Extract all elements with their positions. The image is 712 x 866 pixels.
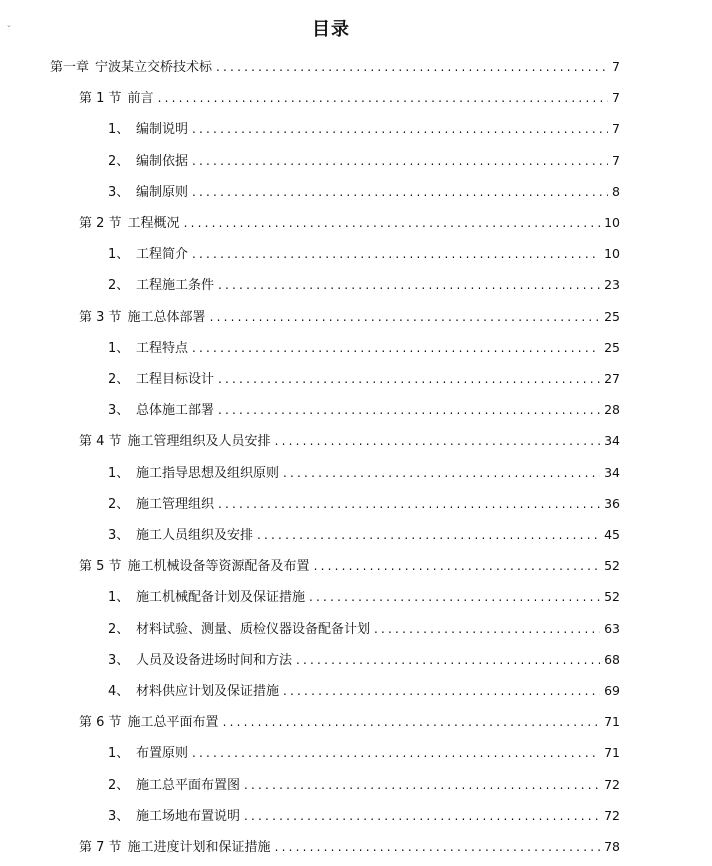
toc-dot-leader bbox=[309, 584, 600, 610]
toc-entry-number: 2、 bbox=[108, 621, 130, 637]
toc-entry-number: 第 2 节 bbox=[79, 216, 122, 231]
toc-entry-number: 1、 bbox=[108, 122, 130, 138]
toc-dot-leader bbox=[244, 772, 600, 798]
toc-entry-title: 施工人员组织及安排 bbox=[136, 528, 254, 543]
toc-dot-leader bbox=[216, 54, 608, 80]
toc-entry[interactable] bbox=[79, 210, 620, 236]
toc-entry-title: 前言 bbox=[127, 91, 154, 107]
toc-dot-leader bbox=[218, 491, 600, 517]
toc-entry[interactable] bbox=[108, 772, 620, 798]
toc-entry-number: 4、 bbox=[108, 684, 130, 699]
toc-entry-number: 2、 bbox=[108, 372, 130, 387]
toc-entry-title: 编制说明 bbox=[136, 122, 189, 138]
toc-entry-number: 3、 bbox=[108, 184, 130, 200]
toc-entry[interactable] bbox=[79, 834, 620, 860]
toc-entry-title: 材料试验、测量、质检仪器设备配备计划 bbox=[136, 621, 371, 637]
toc-dot-leader bbox=[223, 709, 601, 735]
toc-entry-number: 1、 bbox=[108, 465, 130, 481]
toc-entry-page-number: 45 bbox=[604, 527, 620, 542]
toc-entry-number: 3、 bbox=[108, 403, 130, 419]
toc-entry-title: 施工管理组织 bbox=[136, 496, 215, 512]
toc-entry-title: 工程施工条件 bbox=[136, 278, 215, 294]
toc-entry[interactable] bbox=[79, 85, 620, 111]
toc-entry[interactable] bbox=[79, 709, 620, 735]
toc-entry-number: 第 3 节 bbox=[79, 309, 122, 325]
toc-entry-page-number: 23 bbox=[604, 277, 620, 293]
toc-dot-leader bbox=[244, 803, 600, 829]
toc-entry-title: 人员及设备进场时间和方法 bbox=[136, 652, 293, 668]
toc-dot-leader bbox=[218, 272, 600, 298]
toc-entry-number: 第 5 节 bbox=[79, 559, 122, 575]
toc-dot-leader bbox=[218, 366, 600, 392]
toc-entry-number: 2、 bbox=[108, 153, 130, 169]
toc-dot-leader bbox=[314, 553, 601, 579]
toc-entry-page-number: 34 bbox=[604, 464, 620, 480]
toc-entry-page-number: 78 bbox=[604, 839, 620, 854]
toc-entry-page-number: 71 bbox=[604, 714, 620, 730]
toc-entry-number: 第 7 节 bbox=[79, 840, 122, 855]
toc-entry-number: 3、 bbox=[108, 528, 130, 543]
toc-entry-page-number: 25 bbox=[604, 339, 620, 355]
toc-entry-title: 布置原则 bbox=[136, 746, 189, 762]
toc-entry-number: 第 4 节 bbox=[79, 434, 122, 450]
toc-entry-page-number: 34 bbox=[604, 433, 620, 449]
toc-dot-leader bbox=[192, 740, 600, 766]
toc-entry[interactable] bbox=[108, 397, 620, 423]
toc-entry-number: 第 6 节 bbox=[79, 715, 122, 731]
toc-entry-page-number: 7 bbox=[612, 121, 620, 137]
toc-entry-page-number: 72 bbox=[604, 807, 620, 823]
toc-entry-number: 1、 bbox=[108, 746, 130, 762]
toc-entry-page-number: 52 bbox=[604, 589, 620, 605]
toc-entry-number: 2、 bbox=[108, 278, 130, 294]
toc-entry-page-number: 63 bbox=[604, 620, 620, 636]
toc-entry-title: 施工机械设备等资源配备及布置 bbox=[127, 559, 310, 575]
toc-entry-title: 施工进度计划和保证措施 bbox=[127, 840, 271, 855]
toc-entry-title: 施工场地布置说明 bbox=[136, 808, 241, 824]
toc-entry[interactable] bbox=[108, 740, 620, 766]
toc-dot-leader bbox=[275, 428, 601, 454]
toc-dot-leader bbox=[158, 85, 608, 111]
toc-entry[interactable] bbox=[108, 491, 620, 517]
toc-entry-title: 总体施工部署 bbox=[136, 403, 215, 419]
toc-entry-page-number: 36 bbox=[604, 495, 620, 511]
toc-entry-page-number: 7 bbox=[612, 90, 620, 106]
toc-entry-title: 施工总平面布置图 bbox=[136, 777, 241, 793]
toc-dot-leader bbox=[192, 116, 608, 142]
toc-dot-leader bbox=[296, 647, 600, 673]
toc-entry-title: 编制依据 bbox=[136, 153, 189, 169]
toc-entry-title: 宁波某立交桥技术标 bbox=[95, 60, 213, 75]
toc-entry-page-number: 10 bbox=[604, 215, 620, 230]
toc-entry-number: 第一章 bbox=[50, 60, 90, 75]
toc-entry-page-number: 25 bbox=[604, 308, 620, 324]
toc-entry-number: 1、 bbox=[108, 590, 130, 606]
toc-entry[interactable] bbox=[108, 584, 620, 610]
page-title: 目录 bbox=[312, 19, 350, 40]
toc-entry-number: 第 1 节 bbox=[79, 91, 122, 107]
toc-dot-leader bbox=[192, 148, 608, 174]
toc-entry-number: 1、 bbox=[108, 340, 130, 356]
toc-entry-page-number: 10 bbox=[604, 246, 620, 262]
toc-entry[interactable] bbox=[108, 272, 620, 298]
toc-dot-leader bbox=[218, 397, 600, 423]
toc-dot-leader bbox=[192, 335, 600, 361]
toc-entry-page-number: 7 bbox=[612, 152, 620, 168]
toc-dot-leader bbox=[192, 241, 600, 267]
toc-dot-leader bbox=[275, 834, 601, 860]
toc-entry-number: 2、 bbox=[108, 496, 130, 512]
toc-entry-title: 施工机械配备计划及保证措施 bbox=[136, 590, 306, 606]
toc-dot-leader bbox=[283, 678, 600, 704]
toc-entry[interactable] bbox=[108, 522, 620, 548]
toc-entry[interactable] bbox=[79, 553, 620, 579]
toc-entry-title: 编制原则 bbox=[136, 184, 189, 200]
corner-marker-icon: ⌄ bbox=[6, 21, 12, 29]
toc-entry-number: 2、 bbox=[108, 777, 130, 793]
toc-entry-page-number: 8 bbox=[612, 183, 620, 199]
toc-entry-page-number: 68 bbox=[604, 651, 620, 667]
toc-entry-number: 1、 bbox=[108, 247, 130, 263]
toc-entry-page-number: 72 bbox=[604, 776, 620, 792]
toc-entry[interactable] bbox=[108, 678, 620, 704]
toc-entry-page-number: 52 bbox=[604, 558, 620, 574]
toc-entry[interactable] bbox=[108, 241, 620, 267]
toc-entry[interactable] bbox=[108, 116, 620, 142]
toc-dot-leader bbox=[374, 616, 600, 642]
toc-entry-title: 施工总平面布置 bbox=[127, 715, 219, 731]
toc-entry-title: 工程简介 bbox=[136, 247, 189, 263]
toc-dot-leader bbox=[283, 460, 600, 486]
toc-entry[interactable] bbox=[108, 179, 620, 205]
toc-entry[interactable] bbox=[108, 366, 620, 392]
toc-entry[interactable] bbox=[108, 647, 620, 673]
toc-entry[interactable] bbox=[108, 335, 620, 361]
toc-entry-title: 工程概况 bbox=[127, 216, 180, 231]
toc-entry-title: 施工管理组织及人员安排 bbox=[127, 434, 271, 450]
toc-dot-leader bbox=[192, 179, 608, 205]
toc-entry-title: 工程特点 bbox=[136, 340, 189, 356]
toc-entry-page-number: 69 bbox=[604, 683, 620, 698]
toc-entry[interactable] bbox=[79, 428, 620, 454]
toc-dot-leader bbox=[184, 210, 601, 236]
toc-entry[interactable] bbox=[108, 460, 620, 486]
toc-entry-title: 工程目标设计 bbox=[136, 372, 215, 387]
toc-entry-page-number: 28 bbox=[604, 402, 620, 418]
toc-entry-number: 3、 bbox=[108, 652, 130, 668]
toc-entry-page-number: 27 bbox=[604, 371, 620, 386]
toc-entry[interactable] bbox=[79, 304, 620, 330]
toc-entry-page-number: 71 bbox=[604, 745, 620, 761]
toc-entry-title: 施工指导思想及组织原则 bbox=[136, 465, 280, 481]
toc-entry[interactable] bbox=[108, 148, 620, 174]
toc-dot-leader bbox=[210, 304, 601, 330]
toc-entry-title: 施工总体部署 bbox=[127, 309, 206, 325]
toc-entry-page-number: 7 bbox=[612, 59, 620, 74]
toc-entry[interactable] bbox=[108, 616, 620, 642]
toc-dot-leader bbox=[257, 522, 600, 548]
toc-entry-number: 3、 bbox=[108, 808, 130, 824]
toc-entry[interactable] bbox=[108, 803, 620, 829]
toc-entry-title: 材料供应计划及保证措施 bbox=[136, 684, 280, 699]
toc-entry[interactable] bbox=[50, 54, 620, 80]
